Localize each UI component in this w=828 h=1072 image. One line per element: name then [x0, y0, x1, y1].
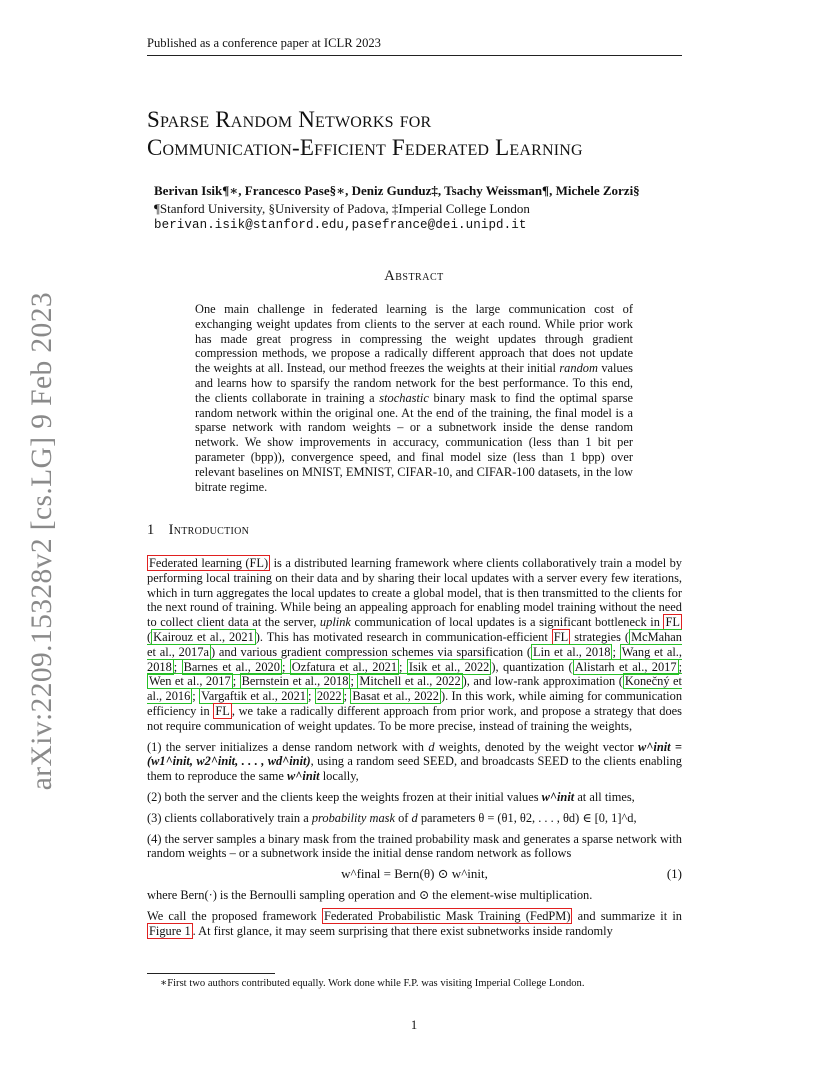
citation-link[interactable]: Vargaftik et al., 2021 [201, 689, 306, 704]
footnote-rule [147, 973, 275, 974]
math-theta-def: θ = (θ1, θ2, . . . , θd) ∈ [0, 1]^d [478, 810, 634, 825]
citation-link[interactable]: Wang et al., 2018 [147, 644, 682, 674]
intro-paragraph-1: Federated learning (FL) is a distributed learning framework where clients collaboratively train a model by performing local training on their data and by sharing their local updates with a server every few iterations, which in turn aggregates the local updates to create a global model, that is then transmitted to the clients for the next round of training. While being an appealing approach for enabling model training without the need to collect client data at the server, uplink communication of local updates is a significant bottleneck in FL ( Kairouz et al., 2021 ). This has motivated research in communication-efficient FL strategies ( McMahan et al., 2017a ) and various gradient compression schemes via sparsification ( Lin et al., 2018 ; Wang et al., 2018 ; Barnes et al., 2020 ; Ozfatura et al., 2021 ; Isik et al., 2022 ), quantization ( Alistarh et al., 2017 ; Wen et al., 2017 ; Bernstein et al., 2018 ; Mitchell et al., 2022 ), and low-rank approximation ( Konečný et al., 2016 ; Vargaftik et al., 2021 ; 2022 ; Basat et al., 2022 ). In this work, while aiming for communication efficiency in FL , we take a radically different approach from prior work, and propose a strategy that does not require communication of weight updates. To be more precise, instead of training the weights, [147, 556, 683, 733]
equation-body: w^final = Bern(θ) ⊙ w^init, [341, 866, 488, 882]
citation-link[interactable]: 2022 [316, 689, 342, 704]
equation-1 [147, 867, 682, 882]
title-line-1: Sparse Random Networks for [147, 107, 432, 132]
fedpm-link[interactable]: Federated Probabilistic Mask Training (FedPM) [323, 908, 571, 923]
section-title: Introduction [168, 522, 250, 538]
equation-number: (1) [666, 866, 682, 882]
abstract-emphasis-stochastic: stochastic [379, 390, 429, 405]
author-block [154, 182, 714, 235]
list-item-2: (2) both the server and the clients keep the weights frozen at their initial values w^init at all times, [147, 789, 635, 804]
citation-link[interactable]: Bernstein et al., 2018 [241, 674, 349, 689]
acronym-link-fl[interactable]: FL [553, 629, 569, 644]
citation-link[interactable]: Alistarh et al., 2017 [574, 659, 677, 674]
section-number: 1 [147, 522, 155, 538]
citation-link[interactable]: Ozfatura et al., 2021 [291, 659, 398, 674]
abstract-heading: Abstract [384, 268, 444, 284]
list-item-1: (1) the server initializes a dense random network with d weights, denoted by the weight vector w^init = (w1^init, w2^init, . . . , wd^init), using a random seed SEED, and broadcasts SEED to the clients enabling them to reproduce the same w^init locally, [147, 739, 682, 784]
acronym-link-fl[interactable]: Federated learning (FL) [149, 556, 269, 570]
author-emails[interactable]: berivan.isik@stanford.edu,pasefrance@dei.unipd.it [154, 218, 527, 232]
intro-paragraph-last: We call the proposed framework Federated Probabilistic Mask Training (FedPM) and summarize it in Figure 1 . At first glance, it may seem surprising that there exist subnetworks inside randomly [147, 908, 682, 938]
citation-link[interactable]: Basat et al., 2022 [352, 689, 439, 704]
citation-link[interactable]: Wen et al., 2017 [149, 674, 231, 689]
where-line: where Bern(·) is the Bernoulli sampling operation and ⊙ the element-wise multiplication. [147, 887, 593, 902]
abstract-body: One main challenge in federated learning is the large communication cost of exchanging weight updates from clients to the server at each round. While prior work has made great progress in compressing the weight updates through gradient compression methods, we propose a radically different approach that does not update the weights at all. Instead, our method freezes the weights at their initial random values and learns how to sparsify the random network for the best performance. To this end, the clients collaborate in training a stochastic binary mask to find the optimal sparse random network within the original one. At the end of the training, the final model is a sparse network with random weights – or a subnetwork inside the dense random network. We show improvements in accuracy, communication (less than 1 bit per parameter (bpp)), convergence speed, and final model size (less than 1 bpp) over relevant baselines on MNIST, EMNIST, CIFAR-10, and CIFAR-100 datasets, in the low bitrate regime. [195, 302, 633, 494]
acronym-link-fl[interactable]: FL [665, 615, 680, 630]
citation-link[interactable]: McMahan et al., 2017a [147, 629, 682, 659]
title-line-2: Communication-Efficient Federated Learning [147, 135, 583, 160]
page-number: 1 [410, 1018, 418, 1032]
citation-link[interactable]: Mitchell et al., 2022 [359, 674, 461, 689]
acronym-link-fl[interactable]: FL [215, 703, 230, 718]
running-header: Published as a conference paper at ICLR 2023 [147, 36, 682, 56]
arxiv-stamp: arXiv:2209.15328v2 [cs.LG] 9 Feb 2023 [26, 292, 58, 791]
math-w-init: w^init [541, 789, 575, 804]
author-names: Berivan Isik¶∗, Francesco Pase§∗, Deniz Gunduz‡, Tsachy Weissman¶, Michele Zorzi§ [154, 183, 640, 198]
footnote: ∗First two authors contributed equally. Work done while F.P. was visiting Imperial College London. [160, 978, 585, 989]
paper-title [147, 106, 707, 162]
citation-link[interactable]: Lin et al., 2018 [533, 644, 611, 659]
math-w-init-vector: w^init = (w1^init, w2^init, . . . , wd^init) [147, 739, 682, 769]
list-item-3: (3) clients collaboratively train a probability mask of d parameters θ = (θ1, θ2, . . . , θd) ∈ [0, 1]^d, [147, 810, 637, 825]
citation-link[interactable]: Konečný et al., 2016 [147, 674, 682, 704]
section-heading-introduction [147, 522, 249, 539]
introduction-body [147, 556, 682, 944]
citation-link[interactable]: Barnes et al., 2020 [183, 659, 280, 674]
author-affiliations: ¶Stanford University, §University of Padova, ‡Imperial College London [154, 200, 530, 216]
abstract-emphasis-random: random [559, 361, 598, 376]
citation-link[interactable]: Kairouz et al., 2021 [153, 629, 254, 644]
citation-link[interactable]: Isik et al., 2022 [408, 659, 490, 674]
math-w-init: w^init [287, 769, 320, 784]
list-item-4: (4) the server samples a binary mask from the trained probability mask and generates a sparse network with random weights – or a subnetwork inside the initial dense random network as follows [147, 831, 682, 861]
figure-ref-link[interactable]: Figure 1 [149, 923, 191, 938]
